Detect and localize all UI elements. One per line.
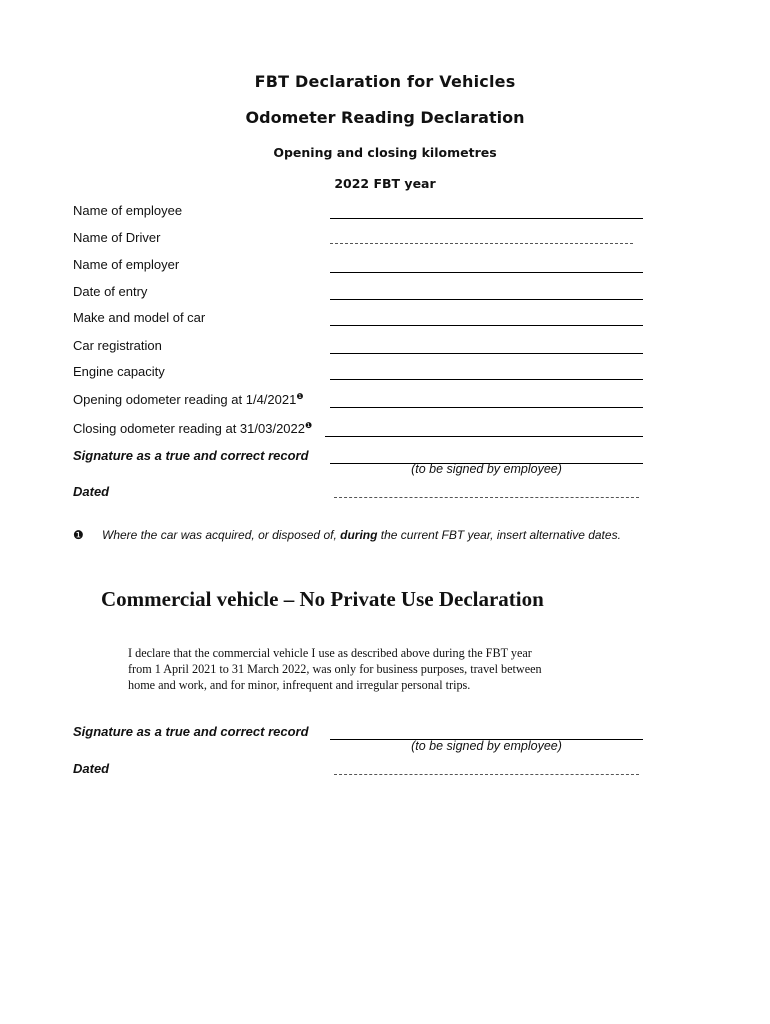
employer-name-row: [73, 257, 643, 275]
driver-name-row: [73, 230, 643, 248]
footnote-marker: ❶: [305, 421, 313, 430]
date-of-entry-field[interactable]: [330, 299, 643, 300]
commercial-dated-label: Dated: [73, 761, 110, 776]
dated-field[interactable]: [334, 497, 639, 498]
form-title: FBT Declaration for Vehicles: [254, 72, 516, 91]
make-model-label: Make and model of car: [73, 310, 206, 325]
date-of-entry-row: [73, 284, 643, 302]
commercial-dated-field[interactable]: [334, 774, 639, 775]
registration-row: [73, 338, 643, 356]
commercial-section-title: Commercial vehicle – No Private Use Declaration: [101, 587, 544, 611]
make-model-field[interactable]: [330, 325, 643, 326]
employee-name-field[interactable]: [330, 218, 643, 219]
commercial-signature-label: Signature as a true and correct record: [73, 724, 309, 739]
declaration-line-2: from 1 April 2021 to 31 March 2022, was only for business purposes, travel between: [128, 662, 542, 676]
form-subheading: Opening and closing kilometres: [273, 145, 497, 160]
footnote-text-before: Where the car was acquired, or disposed of,: [102, 528, 341, 542]
footnote-marker: ❶: [296, 392, 304, 401]
declaration-line-1: I declare that the commercial vehicle I use as described above during the FBT year: [128, 646, 532, 660]
closing-odometer-text: Closing odometer reading at 31/03/2022: [73, 421, 305, 436]
employer-name-field[interactable]: [330, 272, 643, 273]
registration-label: Car registration: [73, 338, 162, 353]
employee-name-label: Name of employee: [73, 203, 183, 218]
closing-odometer-field[interactable]: [325, 436, 643, 437]
employee-name-row: [73, 203, 643, 221]
signature-note: (to be signed by employee): [411, 462, 562, 476]
opening-odometer-field[interactable]: [330, 407, 643, 408]
opening-odometer-label: [73, 392, 304, 407]
engine-capacity-label: Engine capacity: [73, 364, 165, 379]
opening-odometer-text: Opening odometer reading at 1/4/2021: [73, 392, 297, 407]
registration-field[interactable]: [330, 353, 643, 354]
employer-name-label: Name of employer: [73, 257, 180, 272]
fbt-year: 2022 FBT year: [334, 176, 436, 191]
form-subtitle: Odometer Reading Declaration: [245, 108, 525, 127]
footnote-text: [102, 528, 621, 542]
make-model-row: [73, 310, 643, 328]
commercial-declaration-text: [128, 645, 608, 693]
declaration-line-3: home and work, and for minor, infrequent and irregular personal trips.: [128, 678, 471, 692]
commercial-dated-row: [73, 761, 643, 779]
closing-odometer-label: [73, 421, 312, 436]
dated-label: Dated: [73, 484, 110, 499]
closing-odometer-row: [73, 421, 643, 439]
signature-label: Signature as a true and correct record: [73, 448, 309, 463]
footnote-bullet: ❶: [73, 528, 84, 542]
engine-capacity-row: [73, 364, 643, 382]
footnote-text-after: the current FBT year, insert alternative dates.: [377, 528, 621, 542]
dated-row: [73, 484, 643, 502]
driver-name-label: Name of Driver: [73, 230, 161, 245]
engine-capacity-field[interactable]: [330, 379, 643, 380]
driver-name-field[interactable]: [330, 243, 633, 244]
commercial-signature-note: (to be signed by employee): [411, 739, 562, 753]
date-of-entry-label: Date of entry: [73, 284, 148, 299]
footnote-text-bold: during: [340, 528, 378, 542]
opening-odometer-row: [73, 392, 643, 410]
